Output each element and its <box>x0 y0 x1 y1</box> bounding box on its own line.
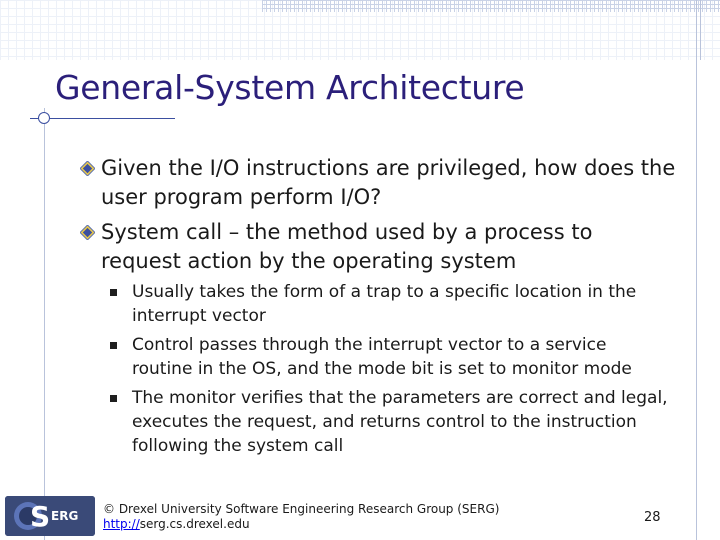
bullet-text: System call – the method used by a process to request action by the operating system <box>101 220 593 273</box>
diamond-bullet-icon <box>80 225 95 240</box>
sub-bullet-text: Control passes through the interrupt vector to a service routine in the OS, and the mode bit is set to monitor mode <box>132 335 632 379</box>
page-number: 28 <box>644 510 661 525</box>
diamond-bullet-icon <box>80 161 95 176</box>
right-divider-line-2 <box>700 0 701 60</box>
square-bullet-icon <box>110 342 117 349</box>
bullet-list <box>78 154 678 282</box>
serg-logo-icon <box>5 496 95 536</box>
sub-bullet-list <box>110 280 670 463</box>
bullet-text: Given the I/O instructions are privileged, how does the user program perform I/O? <box>101 156 676 209</box>
footer-url-rest: serg.cs.drexel.edu <box>139 517 250 531</box>
slide-title: General-System Architecture <box>55 68 525 107</box>
title-circle-ornament <box>38 112 50 124</box>
svg-text:S: S <box>30 500 51 533</box>
sub-bullet-text: The monitor verifies that the parameters are correct and legal, executes the request, and returns control to the instruction following the system call <box>132 388 668 456</box>
bullet-item <box>78 218 678 276</box>
footer-link[interactable]: http:// <box>103 517 140 531</box>
sub-bullet-item <box>110 333 670 381</box>
bullet-item <box>78 154 678 212</box>
footer-copyright: © Drexel University Software Engineering Research Group (SERG) <box>103 502 500 516</box>
sub-bullet-text: Usually takes the form of a trap to a specific location in the interrupt vector <box>132 282 637 326</box>
footer-url-line <box>103 517 499 532</box>
svg-text:ERG: ERG <box>51 509 79 523</box>
square-bullet-icon <box>110 289 117 296</box>
sub-bullet-item <box>110 280 670 328</box>
right-divider-line <box>696 0 697 540</box>
header-decoration <box>262 0 720 12</box>
sub-bullet-item <box>110 386 670 458</box>
title-underline <box>30 118 175 119</box>
footer-credits <box>103 502 499 532</box>
title-vertical-rule <box>44 108 45 540</box>
square-bullet-icon <box>110 395 117 402</box>
serg-logo <box>5 496 95 536</box>
